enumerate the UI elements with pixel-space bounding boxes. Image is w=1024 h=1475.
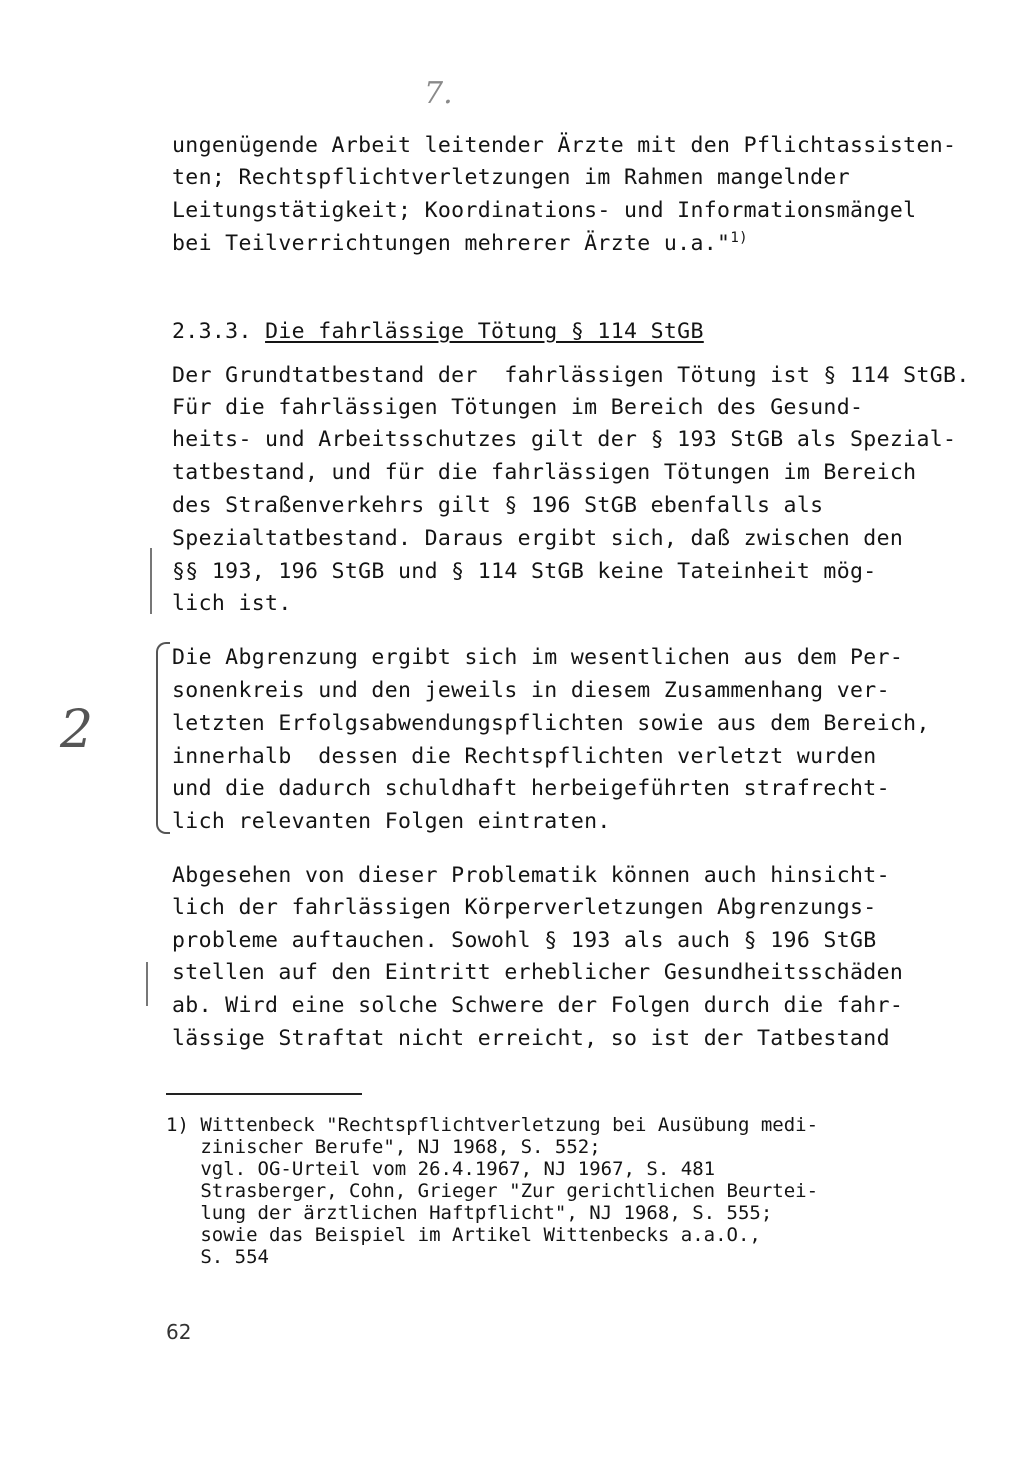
footnote-line: S. 554 (166, 1246, 269, 1268)
body-line: Für die fahrlässigen Tötungen im Bereich des Gesund- (172, 395, 864, 420)
body-line: Leitungstätigkeit; Koordinations- und Informationsmängel (172, 198, 917, 223)
body-line: und die dadurch schuldhaft herbeigeführten strafrecht- (172, 776, 890, 801)
body-line: sonenkreis und den jeweils in diesem Zusammenhang ver- (172, 678, 890, 703)
body-line: lich relevanten Folgen eintraten. (172, 809, 611, 834)
body-line (172, 228, 748, 260)
body-line: lich der fahrlässigen Körperverletzungen Abgrenzungs- (172, 895, 877, 920)
body-line: heits- und Arbeitsschutzes gilt der § 193 StGB als Spezial- (172, 427, 957, 452)
body-line: des Straßenverkehrs gilt § 196 StGB ebenfalls als (172, 493, 824, 518)
body-line: tatbestand, und für die fahrlässigen Tötungen im Bereich (172, 460, 917, 485)
body-line: Der Grundtatbestand der fahrlässigen Tötung ist § 114 StGB. (172, 363, 970, 388)
body-line: ab. Wird eine solche Schwere der Folgen durch die fahr- (172, 993, 904, 1018)
footnote-rule (166, 1093, 362, 1095)
body-line: ungenügende Arbeit leitender Ärzte mit den Pflichtassisten- (172, 133, 957, 158)
footnote-line: 1) Wittenbeck "Rechtspflichtverletzung bei Ausübung medi- (166, 1114, 819, 1136)
body-line: lich ist. (172, 591, 292, 616)
body-line-text: bei Teilverrichtungen mehrerer Ärzte u.a." (172, 231, 731, 256)
body-line: Abgesehen von dieser Problematik können auch hinsicht- (172, 863, 890, 888)
body-line: §§ 193, 196 StGB und § 114 StGB keine Tateinheit mög- (172, 559, 877, 584)
margin-bar (146, 962, 148, 1006)
body-line: stellen auf den Eintritt erheblicher Gesundheitsschäden (172, 960, 904, 985)
margin-bar (150, 548, 152, 614)
footnote-line: lung der ärztlichen Haftpflicht", NJ 1968, S. 555; (166, 1202, 773, 1224)
body-line: probleme auftauchen. Sowohl § 193 als auch § 196 StGB (172, 928, 877, 953)
footnote-line: zinischer Berufe", NJ 1968, S. 552; (166, 1136, 601, 1158)
footnote-line: Strasberger, Cohn, Grieger "Zur gerichtlichen Beurtei- (166, 1180, 819, 1202)
footnote-line: sowie das Beispiel im Artikel Wittenbecks a.a.O., (166, 1224, 761, 1246)
section-title: Die fahrlässige Tötung § 114 StGB (265, 319, 704, 344)
body-line: ten; Rechtspflichtverletzungen im Rahmen mangelnder (172, 165, 850, 190)
page-number: 62 (166, 1320, 192, 1344)
body-line: letzten Erfolgsabwendungspflichten sowie aus dem Bereich, (172, 711, 930, 736)
body-line: innerhalb dessen die Rechtspflichten verletzt wurden (172, 744, 877, 769)
handwritten-page-mark: 7. (424, 76, 453, 111)
margin-bracket (156, 642, 170, 834)
body-line: Spezialtatbestand. Daraus ergibt sich, daß zwischen den (172, 526, 904, 551)
section-number: 2.3.3. (172, 319, 252, 344)
footnote-reference: 1) (730, 229, 748, 246)
body-line: lässige Straftat nicht erreicht, so ist der Tatbestand (172, 1026, 890, 1051)
section-heading (172, 316, 704, 348)
footnote-line: vgl. OG-Urteil vom 26.4.1967, NJ 1967, S. 481 (166, 1158, 716, 1180)
margin-mark: 2 (60, 700, 94, 760)
body-line: Die Abgrenzung ergibt sich im wesentlichen aus dem Per- (172, 645, 904, 670)
